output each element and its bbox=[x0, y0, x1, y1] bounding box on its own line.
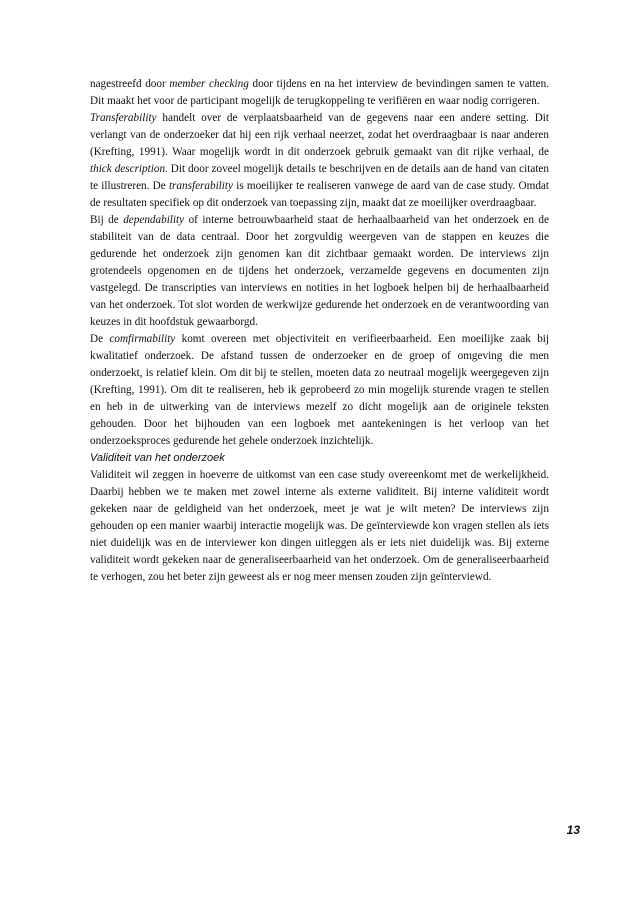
text-segment: Bij de bbox=[90, 214, 124, 226]
term-transferability: Transferability bbox=[90, 112, 157, 124]
term-dependability: dependability bbox=[123, 214, 185, 226]
text-segment: door tijdens en na het interview de bevindingen samen te vatten. Dit maakt het voor de participant mogelijk de terugkoppeling te verifiëren en waar nodig corrigeren. bbox=[90, 78, 549, 107]
text-segment: handelt over de verplaatsbaarheid van de gegevens naar een andere setting. Dit verlangt van de onderzoeker dat hij een rijk verhaal neerzet, zodat het overdraagbaar is naar anderen (Krefting, 1991). Waar mogelijk wordt in dit onderzoek gebruik gemaakt van dit rijke verhaal, de bbox=[90, 112, 549, 158]
text-segment: De bbox=[90, 333, 110, 345]
paragraph-credibility bbox=[90, 76, 549, 110]
text-segment: of interne betrouwbaarheid staat de herhaalbaarheid van het onderzoek en de stabiliteit van de data centraal. Door het zorgvuldig weergeven van de stappen en keuzes die gedurende het onderzoek zijn genomen kan dit zichtbaar gemaakt worden. De interviews zijn grotendeels opgenomen en de tijdens het onderzoek, verzamelde gegevens en documenten zijn vastgelegd. De transcripties van interviews en notities in het logboek helpen bij de herhaalbaarheid van het onderzoek. Tot slot worden de werkwijze gedurende het onderzoek en de verantwoording van keuzes in dit hoofdstuk gewaarborgd. bbox=[90, 214, 549, 328]
paragraph-transferability bbox=[90, 110, 549, 212]
paragraph-dependability bbox=[90, 212, 549, 331]
paragraph-validity: Validiteit wil zeggen in hoeverre de uitkomst van een case study overeenkomt met de werkelijkheid. Daarbij hebben we te maken met zowel interne als externe validiteit. Bij interne validiteit wordt gekeken naar de geldigheid van het onderzoek, meet je wat je wilt meten? De interviews zijn gehouden op een manier waarbij interactie mogelijk was. De geïnterviewde kon vragen stellen als iets niet duidelijk was en de interviewer kon dingen uitleggen als er iets niet duidelijk was. Bij externe validiteit wordt gekeken naar de generaliseerbaarheid van het onderzoek. Om de generaliseerbaarheid te verhogen, zou het beter zijn geweest als er nog meer mensen zouden zijn geïnterviewd. bbox=[90, 469, 549, 583]
body-text bbox=[90, 76, 549, 586]
page-number: 13 bbox=[566, 823, 580, 837]
section-heading: Validiteit van het onderzoek bbox=[90, 452, 225, 464]
term-thick-description: thick description bbox=[90, 163, 166, 175]
text-segment: is moeilijker te realiseren vanwege de aard van de case study. Omdat de resultaten specifiek op dit onderzoek van toepassing zijn, maakt dat ze moeilijker overdraagbaar. bbox=[90, 180, 549, 209]
term-comfirmability: comfirmability bbox=[109, 333, 176, 345]
term-member-checking: member checking bbox=[169, 78, 249, 90]
text-segment: . Dit door zoveel mogelijk details te beschrijven en de details aan de hand van citaten te illustreren. De bbox=[90, 163, 549, 192]
paragraph-confirmability bbox=[90, 331, 549, 450]
term-transferability: transferability bbox=[168, 180, 233, 192]
text-segment: komt overeen met objectiviteit en verifieerbaarheid. Een moeilijke zaak bij kwalitatief onderzoek. De afstand tussen de onderzoeker en de groep of omgeving die men onderzoekt, is relatief klein. Om dit bij te stellen, moeten data zo neutraal mogelijk weergegeven zijn (Krefting, 1991). Om dit te realiseren, heb ik geprobeerd zo min mogelijk sturende vragen te stellen en heb in de uitwerking van de interviews mezelf zo dicht mogelijk aan de originele teksten gehouden. Door het bijhouden van een logboek met aantekeningen is het verloop van het onderzoeksproces gedurende het gehele onderzoek inzichtelijk. bbox=[90, 333, 550, 447]
text-segment: nagestreefd door bbox=[90, 78, 170, 90]
